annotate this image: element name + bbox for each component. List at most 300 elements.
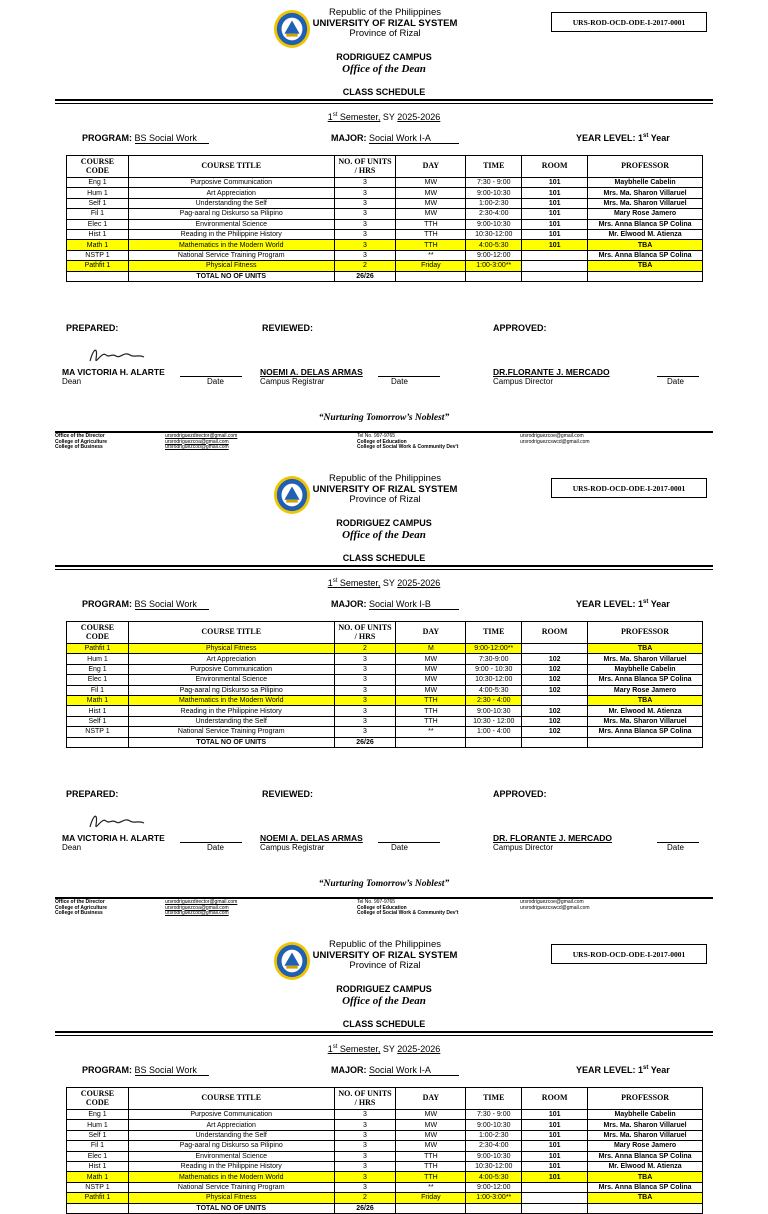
major-value: Social Work I-B xyxy=(369,599,459,610)
cell-course-code: Elec 1 xyxy=(67,1151,129,1161)
dean-signature-icon xyxy=(86,345,146,367)
col-professor: PROFESSOR xyxy=(588,156,703,178)
cell-room: 101 xyxy=(522,1172,588,1182)
footer-line: College of Agriculture xyxy=(55,438,108,445)
footer-line: ursrodriguezcoe@gmail.com xyxy=(520,433,584,439)
cell-units: 3 xyxy=(334,209,396,219)
total-units: 26/26 xyxy=(334,737,396,747)
cell-day: MW xyxy=(396,1110,466,1120)
major-field: MAJOR: Social Work I-A xyxy=(331,1065,459,1076)
motto: “Nurturing Tomorrow’s Noblest” xyxy=(318,413,450,423)
cell-day: TTH xyxy=(396,1172,466,1182)
university-seal-icon xyxy=(273,475,311,515)
cell-day: MW xyxy=(396,1130,466,1140)
cell-room: 101 xyxy=(522,1141,588,1151)
schedule-page xyxy=(0,466,768,932)
cell-time: 1:00-3:00** xyxy=(466,1193,522,1203)
cell-room: 101 xyxy=(522,1120,588,1130)
cell-course-code: Self 1 xyxy=(67,1130,129,1140)
cell-day: MW xyxy=(396,675,466,685)
cell-time: 2:30 - 4:00 xyxy=(466,695,522,705)
cell-time: 9:00-10:30 xyxy=(466,219,522,229)
table-header-row xyxy=(67,156,703,178)
cell-course-title: Environmental Science xyxy=(128,1151,334,1161)
col-time: TIME xyxy=(466,156,522,178)
table-row xyxy=(67,240,703,250)
cell-day: M xyxy=(396,644,466,654)
total-row xyxy=(67,1203,703,1213)
cell-day: Friday xyxy=(396,261,466,271)
cell-course-code: Hum 1 xyxy=(67,188,129,198)
cell-professor: Maybhelle Cabelin xyxy=(588,178,703,188)
cell-day: TTH xyxy=(396,229,466,239)
cell-units: 3 xyxy=(334,675,396,685)
cell-room: 102 xyxy=(522,664,588,674)
cell-units: 3 xyxy=(334,1151,396,1161)
cell-room xyxy=(522,1193,588,1203)
schedule-table xyxy=(66,621,703,748)
cell-room: 102 xyxy=(522,685,588,695)
cell-time: 2:30-4:00 xyxy=(466,209,522,219)
cell-course-title: Understanding the Self xyxy=(128,716,334,726)
cell-units: 3 xyxy=(334,695,396,705)
cell-professor: TBA xyxy=(588,1172,703,1182)
cell-course-title: Physical Fitness xyxy=(128,644,334,654)
cell-professor: Mary Rose Jamero xyxy=(588,209,703,219)
table-row xyxy=(67,1182,703,1192)
republic-line: Republic of the Philippines xyxy=(329,7,441,18)
cell-room xyxy=(522,644,588,654)
cell-course-title: Understanding the Self xyxy=(128,198,334,208)
page-title: CLASS SCHEDULE xyxy=(342,553,426,563)
footer-line: ursrodriguezcswcd@gmail.com xyxy=(520,438,590,445)
cell-day: TTH xyxy=(396,219,466,229)
reviewed-label: REVIEWED: xyxy=(262,323,314,333)
program-field: PROGRAM: BS Social Work xyxy=(82,1065,209,1076)
schedule-page xyxy=(0,0,768,466)
cell-day: MW xyxy=(396,1141,466,1151)
cell-professor: Mrs. Anna Blanca SP Colina xyxy=(588,1151,703,1161)
cell-professor: TBA xyxy=(588,261,703,271)
cell-course-title: Understanding the Self xyxy=(128,1130,334,1140)
table-header-row xyxy=(67,1088,703,1110)
cell-day: MW xyxy=(396,664,466,674)
table-row xyxy=(67,1172,703,1182)
footer-line: College of Education xyxy=(357,904,407,911)
registrar-name: NOEMI A. DELAS ARMAS xyxy=(260,833,363,843)
cell-course-title: National Service Training Program xyxy=(128,1182,334,1192)
cell-day: TTH xyxy=(396,695,466,705)
col-course-code: COURSE CODE xyxy=(67,622,129,644)
motto: “Nurturing Tomorrow’s Noblest” xyxy=(318,879,450,889)
cell-time: 9:00 - 10:30 xyxy=(466,664,522,674)
cell-units: 3 xyxy=(334,240,396,250)
cell-day: MW xyxy=(396,198,466,208)
cell-units: 3 xyxy=(334,219,396,229)
schedule-table xyxy=(66,1087,703,1214)
cell-course-code: Self 1 xyxy=(67,198,129,208)
campus-name: RODRIGUEZ CAMPUS xyxy=(336,984,432,994)
cell-professor: Mrs. Ma. Sharon Villaruel xyxy=(588,716,703,726)
col-room: ROOM xyxy=(522,622,588,644)
table-row xyxy=(67,261,703,271)
col-professor: PROFESSOR xyxy=(588,1088,703,1110)
col-course-title: COURSE TITLE xyxy=(128,1088,334,1110)
col-room: ROOM xyxy=(522,1088,588,1110)
cell-room: 102 xyxy=(522,675,588,685)
dean-name: MA VICTORIA H. ALARTE xyxy=(62,833,165,843)
registrar-name: NOEMI A. DELAS ARMAS xyxy=(260,367,363,377)
footer-line: ursrodriguezcoa@gmail.com xyxy=(165,438,229,445)
cell-professor: Mr. Elwood M. Atienza xyxy=(588,706,703,716)
total-label: TOTAL NO OF UNITS xyxy=(128,737,334,747)
cell-room: 101 xyxy=(522,1161,588,1171)
table-row xyxy=(67,229,703,239)
registrar-role: Campus Registrar xyxy=(260,843,325,852)
cell-units: 3 xyxy=(334,727,396,737)
footer-col4 xyxy=(520,434,590,445)
cell-course-code: Math 1 xyxy=(67,1172,129,1182)
republic-line: Republic of the Philippines xyxy=(329,939,441,950)
cell-time: 4:00-5:30 xyxy=(466,240,522,250)
cell-course-code: Eng 1 xyxy=(67,178,129,188)
cell-time: 9:00-12:00 xyxy=(466,1182,522,1192)
program-field: PROGRAM: BS Social Work xyxy=(82,599,209,610)
program-value: BS Social Work xyxy=(135,1065,209,1076)
table-row xyxy=(67,1141,703,1151)
cell-course-title: Pag-aaral ng Diskurso sa Pilipino xyxy=(128,685,334,695)
year-level-field: YEAR LEVEL: 1st Year xyxy=(576,133,670,143)
schedule-page xyxy=(0,932,768,1212)
total-label: TOTAL NO OF UNITS xyxy=(128,1203,334,1213)
cell-course-code: Hist 1 xyxy=(67,229,129,239)
cell-professor: Mrs. Anna Blanca SP Colina xyxy=(588,727,703,737)
cell-day: TTH xyxy=(396,1151,466,1161)
reviewed-label: REVIEWED: xyxy=(262,789,314,799)
major-field: MAJOR: Social Work I-A xyxy=(331,133,459,144)
cell-professor: Mrs. Ma. Sharon Villaruel xyxy=(588,654,703,664)
cell-day: TTH xyxy=(396,716,466,726)
cell-units: 3 xyxy=(334,229,396,239)
cell-time: 10:30-12:00 xyxy=(466,675,522,685)
date-line xyxy=(378,842,440,843)
cell-room: 101 xyxy=(522,198,588,208)
cell-course-title: National Service Training Program xyxy=(128,727,334,737)
table-row xyxy=(67,1120,703,1130)
cell-professor: TBA xyxy=(588,695,703,705)
program-value: BS Social Work xyxy=(135,133,209,144)
office-name: Office of the Dean xyxy=(342,995,426,1007)
divider xyxy=(55,565,713,567)
cell-course-title: Art Appreciation xyxy=(128,654,334,664)
cell-course-title: Reading in the Philippine History xyxy=(128,229,334,239)
cell-professor: Maybhelle Cabelin xyxy=(588,1110,703,1120)
table-row xyxy=(67,685,703,695)
program-field: PROGRAM: BS Social Work xyxy=(82,133,209,144)
schedule-table xyxy=(66,155,703,282)
cell-units: 3 xyxy=(334,716,396,726)
table-row xyxy=(67,644,703,654)
cell-room: 101 xyxy=(522,229,588,239)
cell-room: 101 xyxy=(522,1151,588,1161)
date-label: Date xyxy=(207,843,224,852)
cell-time: 1:00 - 4:00 xyxy=(466,727,522,737)
cell-professor: Mrs. Anna Blanca SP Colina xyxy=(588,219,703,229)
letterhead xyxy=(310,8,460,40)
cell-day: ** xyxy=(396,727,466,737)
col-units: NO. OF UNITS / HRS xyxy=(334,622,396,644)
cell-course-code: Pathfit 1 xyxy=(67,644,129,654)
total-label: TOTAL NO OF UNITS xyxy=(128,271,334,281)
footer-line: ursrodriguezcoa@gmail.com xyxy=(165,904,229,911)
cell-course-title: Reading in the Philippine History xyxy=(128,706,334,716)
approved-label: APPROVED: xyxy=(493,323,547,333)
cell-time: 10:30-12:00 xyxy=(466,1161,522,1171)
table-row xyxy=(67,1161,703,1171)
province-line: Province of Rizal xyxy=(349,28,421,39)
col-course-code: COURSE CODE xyxy=(67,1088,129,1110)
cell-course-code: Self 1 xyxy=(67,716,129,726)
cell-room: 101 xyxy=(522,219,588,229)
cell-course-title: National Service Training Program xyxy=(128,250,334,260)
cell-room: 102 xyxy=(522,654,588,664)
cell-course-title: Art Appreciation xyxy=(128,1120,334,1130)
cell-professor: Mrs. Ma. Sharon Villaruel xyxy=(588,188,703,198)
cell-course-title: Purposive Communication xyxy=(128,178,334,188)
cell-course-title: Pag-aaral ng Diskurso sa Pilipino xyxy=(128,209,334,219)
footer-col4 xyxy=(520,900,590,911)
footer-line: ursrodriguezcob@gmail.com xyxy=(165,910,229,916)
cell-room xyxy=(522,1182,588,1192)
cell-units: 3 xyxy=(334,178,396,188)
col-day: DAY xyxy=(396,1088,466,1110)
cell-course-code: Math 1 xyxy=(67,240,129,250)
cell-professor: Mrs. Ma. Sharon Villaruel xyxy=(588,1120,703,1130)
document-code: URS-ROD-OCD-ODE-I-2017-0001 xyxy=(551,944,707,964)
cell-time: 10:30-12:00 xyxy=(466,229,522,239)
cell-course-title: Reading in the Philippine History xyxy=(128,1161,334,1171)
cell-units: 3 xyxy=(334,198,396,208)
footer-line: Tel No. 997-9765 xyxy=(357,433,396,439)
director-name: DR.FLORANTE J. MERCADO xyxy=(493,367,610,377)
cell-time: 4:00-5:30 xyxy=(466,685,522,695)
cell-units: 3 xyxy=(334,1161,396,1171)
cell-course-code: Pathfit 1 xyxy=(67,261,129,271)
cell-time: 9:00-10:30 xyxy=(466,706,522,716)
university-name: UNIVERSITY OF RIZAL SYSTEM xyxy=(312,483,458,495)
cell-time: 9:00-10:30 xyxy=(466,1151,522,1161)
cell-professor: Maybhelle Cabelin xyxy=(588,664,703,674)
cell-units: 3 xyxy=(334,1182,396,1192)
year-level-field: YEAR LEVEL: 1st Year xyxy=(576,599,670,609)
cell-room: 101 xyxy=(522,188,588,198)
table-row xyxy=(67,250,703,260)
cell-professor: Mrs. Anna Blanca SP Colina xyxy=(588,250,703,260)
cell-room: 101 xyxy=(522,1130,588,1140)
republic-line: Republic of the Philippines xyxy=(329,473,441,484)
cell-room: 101 xyxy=(522,240,588,250)
date-label: Date xyxy=(667,843,684,852)
col-course-title: COURSE TITLE xyxy=(128,156,334,178)
year-level-field: YEAR LEVEL: 1st Year xyxy=(576,1065,670,1075)
footer-col2 xyxy=(165,434,237,451)
cell-course-title: Pag-aaral ng Diskurso sa Pilipino xyxy=(128,1141,334,1151)
cell-time: 7:30-9:00 xyxy=(466,654,522,664)
cell-time: 1:00-2:30 xyxy=(466,198,522,208)
cell-course-code: Fil 1 xyxy=(67,1141,129,1151)
footer-col3 xyxy=(357,900,458,917)
cell-time: 4:00-5:30 xyxy=(466,1172,522,1182)
cell-room: 102 xyxy=(522,727,588,737)
registrar-role: Campus Registrar xyxy=(260,377,325,386)
dean-role: Dean xyxy=(62,843,82,852)
divider xyxy=(55,1035,713,1036)
table-row xyxy=(67,1193,703,1203)
cell-professor: TBA xyxy=(588,644,703,654)
col-day: DAY xyxy=(396,156,466,178)
cell-day: MW xyxy=(396,685,466,695)
office-name: Office of the Dean xyxy=(342,529,426,541)
cell-professor: TBA xyxy=(588,1193,703,1203)
cell-units: 3 xyxy=(334,250,396,260)
cell-course-code: Hist 1 xyxy=(67,706,129,716)
table-row xyxy=(67,188,703,198)
table-row xyxy=(67,695,703,705)
cell-professor: Mary Rose Jamero xyxy=(588,685,703,695)
cell-course-code: NSTP 1 xyxy=(67,250,129,260)
table-row xyxy=(67,178,703,188)
cell-units: 3 xyxy=(334,1120,396,1130)
cell-room xyxy=(522,695,588,705)
major-field: MAJOR: Social Work I-B xyxy=(331,599,459,610)
office-name: Office of the Dean xyxy=(342,63,426,75)
footer-line: ursrodriguezdirector@gmail.com xyxy=(165,899,238,905)
cell-units: 3 xyxy=(334,685,396,695)
cell-course-code: Pathfit 1 xyxy=(67,1193,129,1203)
footer-line: ursrodriguezcswcd@gmail.com xyxy=(520,904,590,911)
cell-time: 1:00-3:00** xyxy=(466,261,522,271)
cell-time: 7:30 - 9:00 xyxy=(466,1110,522,1120)
table-row xyxy=(67,727,703,737)
footer-col3 xyxy=(357,434,458,451)
page-title: CLASS SCHEDULE xyxy=(342,1019,426,1029)
col-day: DAY xyxy=(396,622,466,644)
footer-line: Office of the Director xyxy=(55,899,105,905)
cell-course-code: Eng 1 xyxy=(67,664,129,674)
page-title: CLASS SCHEDULE xyxy=(342,87,426,97)
col-course-title: COURSE TITLE xyxy=(128,622,334,644)
cell-time: 9:00-12:00 xyxy=(466,250,522,260)
footer-line: ursrodriguezdirector@gmail.com xyxy=(165,433,238,439)
footer-line: ursrodriguezcob@gmail.com xyxy=(165,444,229,450)
footer-line: College of Business xyxy=(55,444,103,450)
cell-course-code: Math 1 xyxy=(67,695,129,705)
letterhead xyxy=(310,474,460,506)
footer-line: College of Social Work & Community Dev't xyxy=(357,444,459,450)
approved-label: APPROVED: xyxy=(493,789,547,799)
university-name: UNIVERSITY OF RIZAL SYSTEM xyxy=(312,17,458,29)
cell-time: 9:00-10:30 xyxy=(466,1120,522,1130)
director-role: Campus Director xyxy=(493,377,554,386)
col-units: NO. OF UNITS / HRS xyxy=(334,156,396,178)
cell-room: 102 xyxy=(522,716,588,726)
cell-course-title: Art Appreciation xyxy=(128,188,334,198)
cell-course-title: Physical Fitness xyxy=(128,1193,334,1203)
cell-course-code: Fil 1 xyxy=(67,685,129,695)
footer-line: College of Education xyxy=(357,438,407,445)
table-row xyxy=(67,219,703,229)
campus-name: RODRIGUEZ CAMPUS xyxy=(336,518,432,528)
date-label: Date xyxy=(391,843,408,852)
table-row xyxy=(67,675,703,685)
date-label: Date xyxy=(207,377,224,386)
table-row xyxy=(67,198,703,208)
document-code: URS-ROD-OCD-ODE-I-2017-0001 xyxy=(551,12,707,32)
footer-col1 xyxy=(55,900,107,917)
cell-professor: Mrs. Ma. Sharon Villaruel xyxy=(588,1130,703,1140)
cell-professor: TBA xyxy=(588,240,703,250)
cell-units: 2 xyxy=(334,644,396,654)
cell-room: 101 xyxy=(522,178,588,188)
campus-name: RODRIGUEZ CAMPUS xyxy=(336,52,432,62)
cell-day: MW xyxy=(396,1120,466,1130)
divider xyxy=(55,103,713,104)
cell-time: 7:30 - 9:00 xyxy=(466,178,522,188)
cell-room: 102 xyxy=(522,706,588,716)
cell-course-code: NSTP 1 xyxy=(67,1182,129,1192)
cell-day: TTH xyxy=(396,1161,466,1171)
cell-time: 9:00-12:00** xyxy=(466,644,522,654)
cell-day: ** xyxy=(396,250,466,260)
dean-name: MA VICTORIA H. ALARTE xyxy=(62,367,165,377)
cell-room: 101 xyxy=(522,1110,588,1120)
footer-col2 xyxy=(165,900,237,917)
footer-line: College of Business xyxy=(55,910,103,916)
footer-line: College of Agriculture xyxy=(55,904,108,911)
semester-line: 1st Semester, SY 2025-2026 xyxy=(327,578,441,588)
cell-professor: Mary Rose Jamero xyxy=(588,1141,703,1151)
table-row xyxy=(67,1151,703,1161)
cell-day: MW xyxy=(396,654,466,664)
province-line: Province of Rizal xyxy=(349,960,421,971)
cell-day: Friday xyxy=(396,1193,466,1203)
semester-line: 1st Semester, SY 2025-2026 xyxy=(327,1044,441,1054)
cell-day: TTH xyxy=(396,240,466,250)
cell-course-code: Hum 1 xyxy=(67,1120,129,1130)
cell-units: 3 xyxy=(334,188,396,198)
director-name: DR. FLORANTE J. MERCADO xyxy=(493,833,612,843)
document-code: URS-ROD-OCD-ODE-I-2017-0001 xyxy=(551,478,707,498)
cell-day: MW xyxy=(396,209,466,219)
cell-course-code: Eng 1 xyxy=(67,1110,129,1120)
cell-course-code: Hum 1 xyxy=(67,654,129,664)
cell-course-title: Purposive Communication xyxy=(128,664,334,674)
cell-course-title: Environmental Science xyxy=(128,675,334,685)
cell-course-title: Mathematics in the Modern World xyxy=(128,695,334,705)
cell-room: 101 xyxy=(522,209,588,219)
cell-time: 10:30 - 12:00 xyxy=(466,716,522,726)
cell-professor: Mr. Elwood M. Atienza xyxy=(588,229,703,239)
university-seal-icon xyxy=(273,9,311,49)
cell-course-title: Mathematics in the Modern World xyxy=(128,240,334,250)
table-row xyxy=(67,706,703,716)
cell-units: 3 xyxy=(334,1130,396,1140)
total-units: 26/26 xyxy=(334,1203,396,1213)
col-room: ROOM xyxy=(522,156,588,178)
cell-course-code: NSTP 1 xyxy=(67,727,129,737)
cell-course-code: Fil 1 xyxy=(67,209,129,219)
divider xyxy=(55,569,713,570)
